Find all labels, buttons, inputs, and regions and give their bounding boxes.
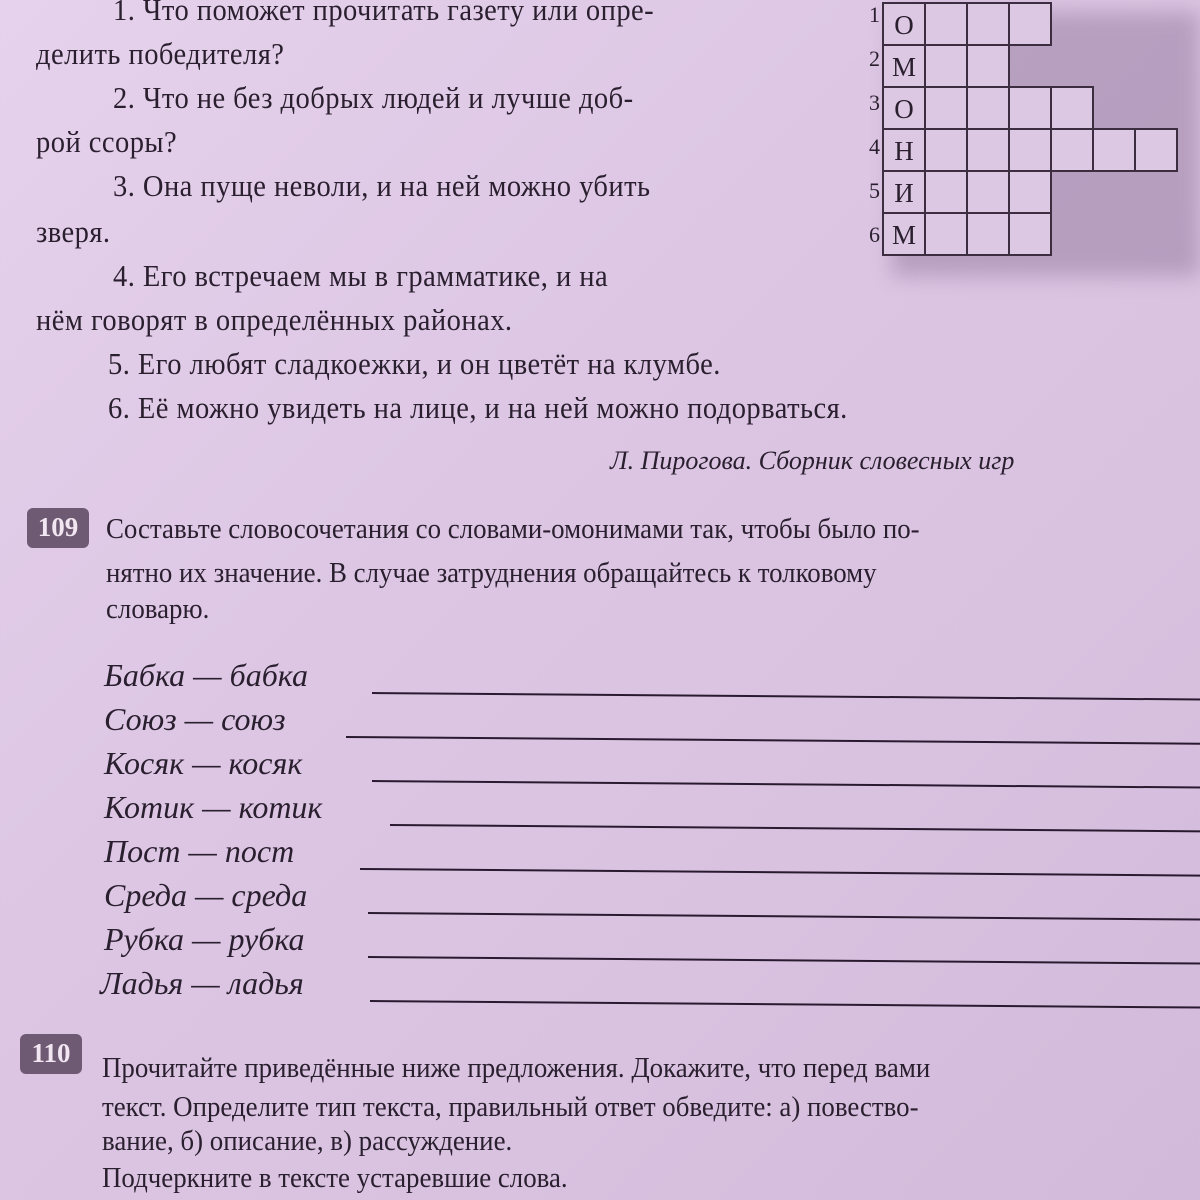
- crossword-row-number: 4: [869, 134, 880, 159]
- crossword-key-cell: М: [882, 212, 926, 256]
- crossword-cell[interactable]: [1008, 2, 1052, 46]
- crossword-cell[interactable]: [924, 170, 968, 214]
- riddle-1-line-2: делить победителя?: [36, 36, 285, 71]
- crossword-key-cell: О: [882, 86, 926, 130]
- exercise-109-text-line-1: Составьте словосочетания со словами-омонимами так, чтобы было по-: [106, 514, 920, 545]
- answer-line-2[interactable]: [346, 736, 1200, 745]
- riddle-1-line-1: 1. Что поможет прочитать газету или опре-: [113, 0, 655, 27]
- crossword-key-cell: Н: [882, 128, 926, 172]
- answer-line-5[interactable]: [360, 868, 1200, 877]
- answer-line-3[interactable]: [372, 780, 1200, 789]
- riddle-4-line-2: нём говорят в определённых районах.: [36, 302, 513, 337]
- riddle-3-line-1: 3. Она пуще неволи, и на ней можно убить: [113, 168, 651, 203]
- riddle-3-line-2: зверя.: [36, 214, 111, 249]
- riddle-5: 5. Его любят сладкоежки, и он цветёт на клумбе.: [108, 346, 721, 381]
- crossword-row-number: 6: [869, 222, 880, 247]
- crossword-cell[interactable]: [966, 128, 1010, 172]
- exercise-109-text-line-3: словарю.: [106, 594, 210, 625]
- crossword-row-number: 5: [869, 178, 880, 203]
- crossword-cell[interactable]: [924, 128, 968, 172]
- crossword-cell[interactable]: [924, 86, 968, 130]
- exercise-110-text-line-3: вание, б) описание, в) рассуждение.: [102, 1126, 513, 1157]
- exercise-110-text-line-2: текст. Определите тип текста, правильный ответ обведите: а) повество-: [102, 1092, 919, 1123]
- answer-line-4[interactable]: [390, 824, 1200, 832]
- crossword-cell[interactable]: [1050, 128, 1094, 172]
- crossword-key-cell: О: [882, 2, 926, 46]
- riddle-2-line-1: 2. Что не без добрых людей и лучше доб-: [113, 80, 634, 115]
- answer-line-6[interactable]: [368, 912, 1200, 921]
- homonym-pair: Косяк — косяк: [104, 745, 303, 781]
- crossword-cell[interactable]: [924, 212, 968, 256]
- exercise-110-number-badge: 110: [20, 1034, 82, 1074]
- homonym-pair: Бабка — бабка: [104, 657, 308, 693]
- homonym-pair: Пост — пост: [104, 833, 295, 869]
- crossword-cell[interactable]: [1092, 128, 1136, 172]
- riddle-6: 6. Её можно увидеть на лице, и на ней можно подорваться.: [108, 390, 848, 425]
- crossword-cell[interactable]: [966, 44, 1010, 88]
- crossword-cell[interactable]: [924, 2, 968, 46]
- homonym-pair: Союз — союз: [104, 701, 286, 737]
- homonym-pair: Рубка — рубка: [104, 921, 305, 957]
- homonym-pair: Ладья — ладья: [100, 965, 304, 1001]
- riddle-source: Л. Пирогова. Сборник словесных игр: [610, 446, 1015, 475]
- crossword-cell[interactable]: [966, 170, 1010, 214]
- exercise-110-text-line-4: Подчеркните в тексте устаревшие слова.: [102, 1163, 568, 1194]
- crossword-cell[interactable]: [966, 2, 1010, 46]
- crossword-cell[interactable]: [1008, 212, 1052, 256]
- crossword-row-number: 2: [869, 46, 880, 71]
- crossword-cell[interactable]: [1050, 86, 1094, 130]
- crossword-cell[interactable]: [1008, 86, 1052, 130]
- crossword-row-number: 1: [869, 2, 880, 27]
- answer-line-1[interactable]: [372, 692, 1200, 701]
- riddle-2-line-2: рой ссоры?: [36, 124, 178, 159]
- exercise-109-number-badge: 109: [27, 508, 89, 548]
- exercise-109-text-line-2: нятно их значение. В случае затруднения обращайтесь к толковому: [106, 558, 877, 589]
- crossword-key-cell: М: [882, 44, 926, 88]
- crossword-key-cell: И: [882, 170, 926, 214]
- riddle-4-line-1: 4. Его встречаем мы в грамматике, и на: [113, 258, 609, 293]
- homonym-pair: Среда — среда: [104, 877, 308, 913]
- answer-line-8[interactable]: [370, 1000, 1200, 1009]
- answer-line-7[interactable]: [368, 956, 1200, 965]
- crossword-cell[interactable]: [1008, 170, 1052, 214]
- crossword-cell[interactable]: [966, 212, 1010, 256]
- exercise-110-text-line-1: Прочитайте приведённые ниже предложения. Докажите, что перед вами: [102, 1053, 931, 1084]
- crossword-row-number: 3: [869, 90, 880, 115]
- crossword-cell[interactable]: [966, 86, 1010, 130]
- crossword-cell[interactable]: [1134, 128, 1178, 172]
- crossword-cell[interactable]: [924, 44, 968, 88]
- homonym-pair: Котик — котик: [104, 789, 323, 825]
- crossword-cell[interactable]: [1008, 128, 1052, 172]
